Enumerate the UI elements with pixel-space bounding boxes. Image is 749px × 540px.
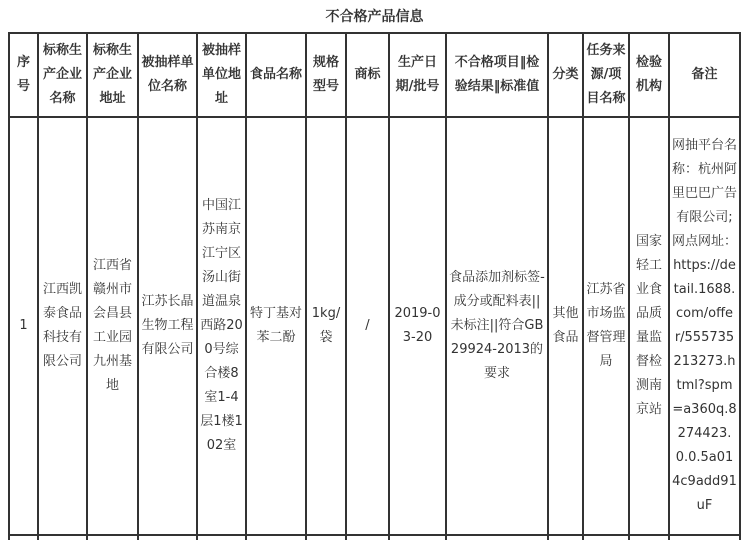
table-row-partial (9, 535, 740, 540)
col-header-category: 分类 (548, 33, 583, 117)
nonconforming-products-table (8, 32, 741, 540)
cell-index: 1 (9, 117, 38, 535)
col-header-food-name: 食品名称 (246, 33, 306, 117)
cell-spec-model (306, 535, 346, 540)
col-header-trademark: 商标 (346, 33, 389, 117)
col-header-sampled-unit-name: 被抽样单位名称 (138, 33, 197, 117)
page-title: 不合格产品信息 (325, 9, 424, 25)
cell-sampled-unit-address (197, 535, 246, 540)
cell-producer-address: 江西省赣州市会昌县工业园九州基地 (87, 117, 138, 535)
cell-remarks: 网抽平台名称：杭州阿里巴巴广告有限公司; 网点网址：https://detail.1688.com/offer/555735213273.html?spm=a360q.8274423.0.0.5a014c9add91uF (669, 117, 740, 535)
cell-failed-item-result-standard: 食品添加剂标签-成分或配料表||未标注||符合GB29924-2013的要求 (446, 117, 548, 535)
cell-food-name (246, 535, 306, 540)
cell-task-source-project (583, 535, 629, 540)
cell-category: 其他食品 (548, 117, 583, 535)
cell-producer-name (38, 535, 87, 540)
col-header-task-source-project: 任务来源/项目名称 (583, 33, 629, 117)
cell-trademark: / (346, 117, 389, 535)
cell-index (9, 535, 38, 540)
col-header-inspection-agency: 检验机构 (629, 33, 669, 117)
cell-sampled-unit-name: 江苏长晶生物工程有限公司 (138, 117, 197, 535)
cell-spec-model: 1kg/袋 (306, 117, 346, 535)
cell-producer-name: 江西凯泰食品科技有限公司 (38, 117, 87, 535)
col-header-producer-address: 标称生产企业地址 (87, 33, 138, 117)
col-header-sampled-unit-address: 被抽样单位地址 (197, 33, 246, 117)
cell-failed-item-result-standard (446, 535, 548, 540)
cell-sampled-unit-name (138, 535, 197, 540)
cell-production-date-batch (389, 535, 446, 540)
col-header-producer-name: 标称生产企业名称 (38, 33, 87, 117)
table-row (9, 117, 740, 535)
cell-food-name: 特丁基对苯二酚 (246, 117, 306, 535)
col-header-production-date-batch: 生产日期/批号 (389, 33, 446, 117)
col-header-failed-item-result-standard: 不合格项目‖检验结果‖标准值 (446, 33, 548, 117)
col-header-spec-model: 规格型号 (306, 33, 346, 117)
cell-production-date-batch: 2019-03-20 (389, 117, 446, 535)
header-row (9, 33, 740, 117)
cell-inspection-agency (629, 535, 669, 540)
cell-category (548, 535, 583, 540)
col-header-index: 序号 (9, 33, 38, 117)
cell-inspection-agency: 国家轻工业食品质量监督检测南京站 (629, 117, 669, 535)
cell-producer-address (87, 535, 138, 540)
cell-trademark (346, 535, 389, 540)
cell-task-source-project: 江苏省市场监督管理局 (583, 117, 629, 535)
cell-remarks (669, 535, 740, 540)
cell-sampled-unit-address: 中国江苏南京江宁区汤山街道温泉西路200号综合楼8室1-4层1楼102室 (197, 117, 246, 535)
col-header-remarks: 备注 (669, 33, 740, 117)
